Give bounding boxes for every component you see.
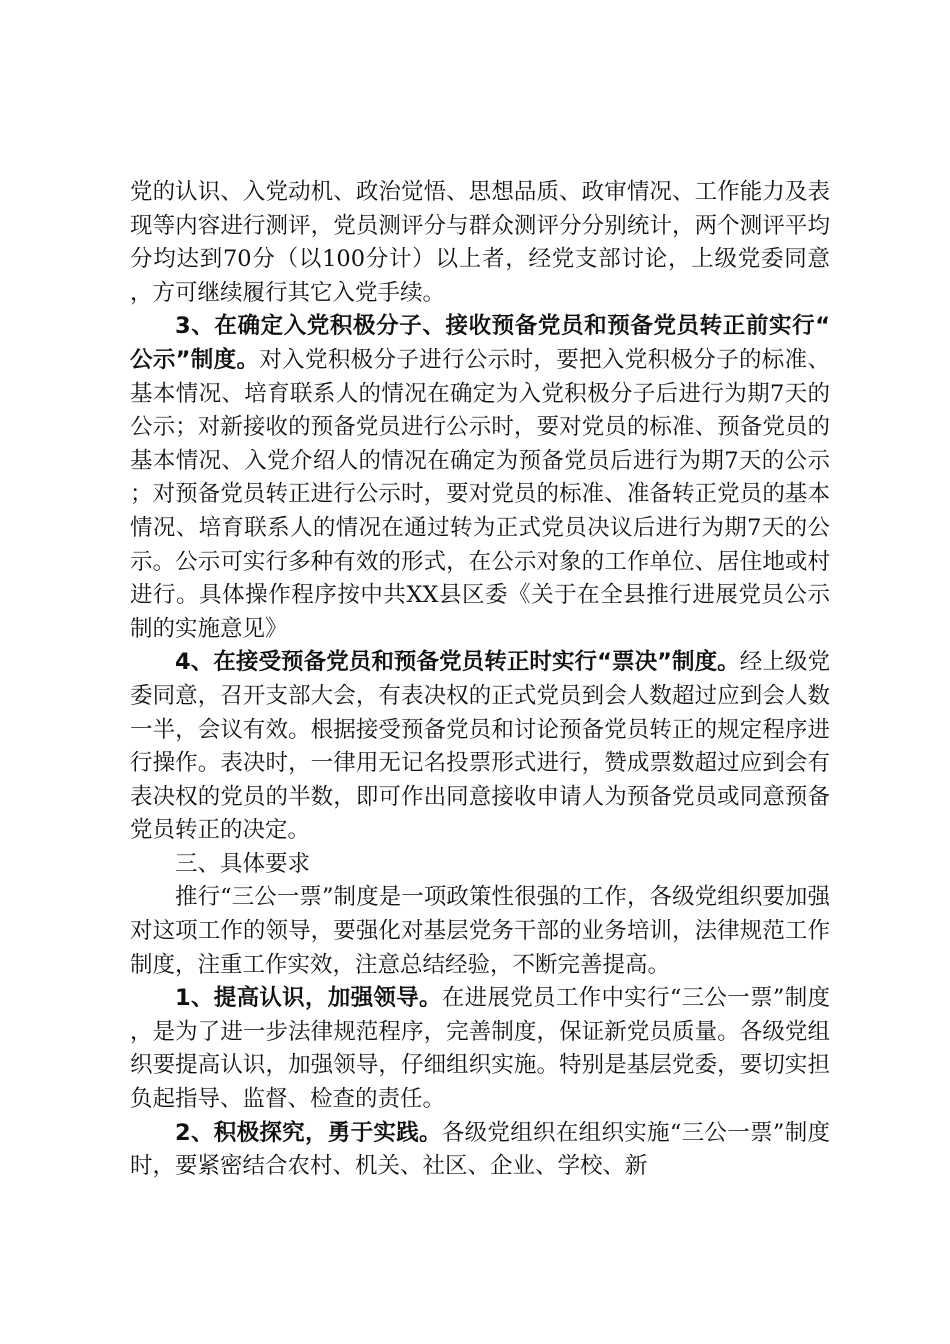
paragraph-text: 各级党组织在组织实施“三公一票”制度时，要紧密结合农村、机关、社区、企业、学校、新 [130, 1119, 830, 1180]
paragraph-text: 党的认识、入党动机、政治觉悟、思想品质、政审情况、工作能力及表现等内容进行测评，党员测评分与群众测评分分别统计，两个测评平均分均达到70分（以100分计）以上者，经党支部讨论，上级党委同意，方可继续履行其它入党手续。 [130, 179, 830, 306]
section-heading-text: 三、具体要求 [175, 850, 311, 877]
paragraph-evaluation-continued [130, 176, 830, 310]
paragraph-text: 经上级党委同意，召开支部大会，有表决权的正式党员到会人数超过应到会人数一半，会议有效。根据接受预备党员和讨论预备党员转正的规定程序进行操作。表决时，一律用无记名投票形式进行，赞成票数超过应到会有表决权的党员的半数，即可作出同意接收申请人为预备党员或同意预备党员转正的决定。 [130, 649, 830, 844]
paragraph-explore-practice [130, 1117, 830, 1184]
paragraph-lead-heading: 4、在接受预备党员和预备党员转正时实行“票决”制度。 [175, 649, 740, 676]
paragraph-publicity-system [130, 310, 830, 646]
paragraph-text: 推行“三公一票”制度是一项政策性很强的工作，各级党组织要加强对这项工作的领导，要强化对基层党务干部的业务培训，法律规范工作制度，注重工作实效，注意总结经验，不断完善提高。 [130, 884, 830, 978]
paragraph-text: 在进展党员工作中实行“三公一票”制度，是为了进一步法律规范程序，完善制度，保证新党员质量。各级党组织要提高认识，加强领导，仔细组织实施。特别是基层党委，要切实担负起指导、监督、检查的责任。 [130, 985, 830, 1113]
paragraph-lead-heading: 1、提高认识，加强领导。 [175, 985, 442, 1012]
paragraph-vote-system [130, 646, 830, 848]
document-body [130, 176, 830, 1184]
section-heading-requirements [130, 848, 830, 882]
paragraph-requirements-intro [130, 881, 830, 982]
paragraph-text: 对入党积极分子进行公示时，要把入党积极分子的标准、基本情况、培育联系人的情况在确定为入党积极分子后进行为期7天的公示；对新接收的预备党员进行公示时，要对党员的标准、预备党员的基本情况、入党介绍人的情况在确定为预备党员后进行为期7天的公示；对预备党员转正进行公示时，要对党员的标准、准备转正党员的基本情况、培育联系人的情况在通过转为正式党员决议后进行为期7天的公示。公示可实行多种有效的形式，在公示对象的工作单位、居住地或村进行。具体操作程序按中共XX县区委《关于在全县推行进展党员公示制的实施意见》 [130, 346, 830, 642]
paragraph-lead-heading: 2、积极探究，勇于实践。 [175, 1119, 442, 1146]
paragraph-lead-heading: 3、在确定入党积极分子、接收预备党员和预备党员转正前实行“公示”制度。 [130, 313, 830, 373]
paragraph-raise-awareness [130, 982, 830, 1116]
